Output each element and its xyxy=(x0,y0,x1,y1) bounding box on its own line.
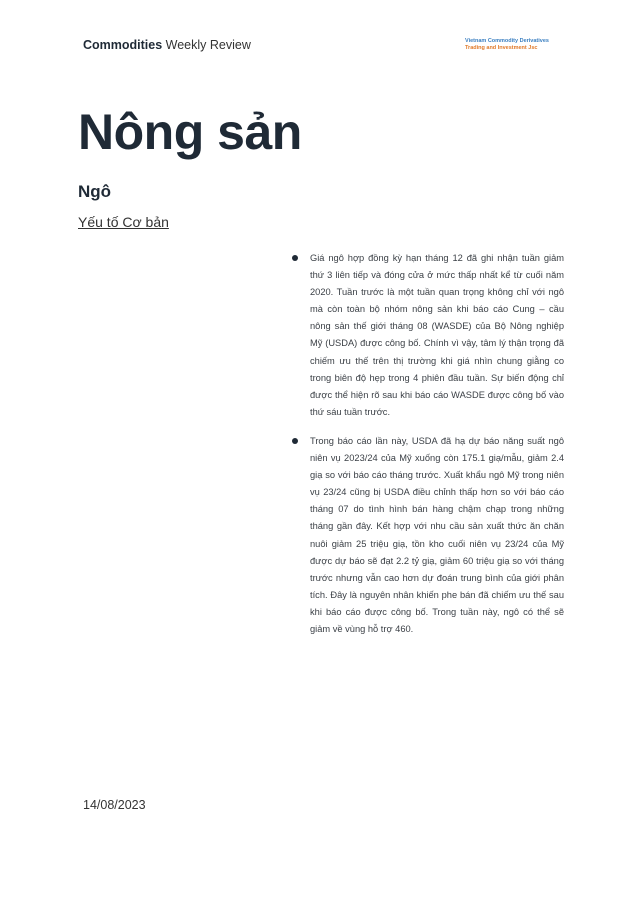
report-date: 14/08/2023 xyxy=(83,798,146,812)
report-brand-bold: Commodities xyxy=(83,38,163,52)
bullet-dot-icon xyxy=(292,438,298,444)
company-name-line1: Vietnam Commodity Derivatives xyxy=(465,38,549,44)
bullet-text: Trong báo cáo lần này, USDA đã hạ dự báo năng suất ngô niên vụ 2023/24 của Mỹ xuống còn 175.1 giạ/mẫu, giảm 2.4 giạ so với báo cáo tháng trước. Xuất khẩu ngô Mỹ trong niên vụ 23/24 cũng bị USDA điều chỉnh thấp hơn so với báo cáo tháng 07 do tình hình bán hàng chậm chạp trong những tháng gần đây. Kết hợp với nhu cầu sản xuất thức ăn chăn nuôi giảm 25 triệu giạ, tồn kho cuối niên vụ 23/24 của Mỹ được dự báo sẽ đạt 2.2 tỷ giạ, giảm 60 triệu giạ so với tháng trước nhưng vẫn cao hơn dự đoán trung bình của giới phân tích. Đây là nguyên nhân khiến phe bán đã chiếm ưu thế sau khi báo cáo được công bố. Trong tuần này, ngô có thể sẽ giảm về vùng hỗ trợ 460. xyxy=(310,435,564,634)
page-subtitle: Ngô xyxy=(78,182,112,201)
page-title: Nông sản xyxy=(78,104,302,160)
bullet-text: Giá ngô hợp đồng kỳ hạn tháng 12 đã ghi nhận tuần giảm thứ 3 liên tiếp và đóng cửa ở mức thấp nhất kể từ cuối năm 2020. Tuần trước là một tuần quan trọng không chỉ với ngô mà còn toàn bộ nhóm nông sản khi báo cáo Cung – cầu nông sản thế giới tháng 08 (WASDE) của Bộ Nông nghiệp Mỹ (USDA) được công bố. Chính vì vậy, tâm lý thận trọng đã chiếm ưu thế trên thị trường khi giá nhìn chung giằng co trong biên độ hẹp trong 4 phiên đầu tuần. Sự biến động chỉ được thể hiện rõ sau khi báo cáo WASDE được công bố vào thứ sáu tuần trước. xyxy=(310,253,564,417)
list-item xyxy=(292,250,564,421)
report-brand-rest: Weekly Review xyxy=(162,38,251,52)
company-logo xyxy=(465,38,549,52)
section-link-fundamentals[interactable]: Yếu tố Cơ bản xyxy=(78,214,169,230)
company-name-line2: Trading and Investment Jsc xyxy=(465,45,538,51)
bullet-dot-icon xyxy=(292,255,298,261)
list-item xyxy=(292,433,564,638)
bullet-list xyxy=(292,250,564,650)
report-header xyxy=(83,38,251,52)
